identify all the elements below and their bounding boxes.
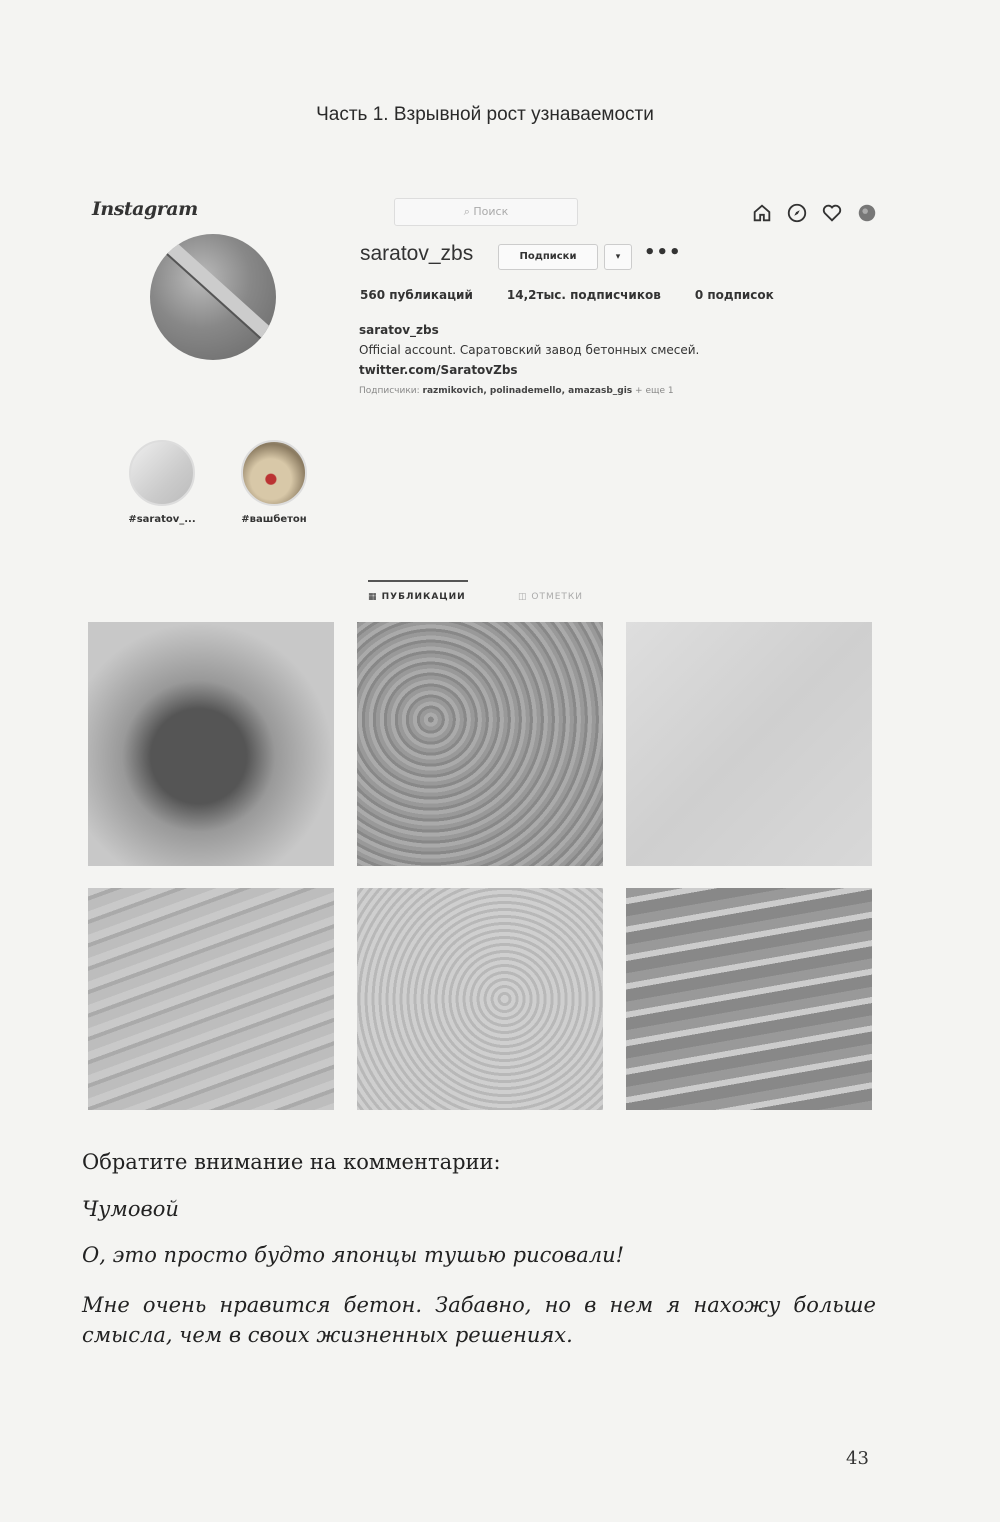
story-highlight[interactable] xyxy=(214,440,334,525)
instagram-logo[interactable]: Instagram xyxy=(92,198,198,220)
followed-by-names[interactable]: razmikovich, polinademello, amazasb_gis xyxy=(422,386,633,396)
profile-avatar-large[interactable] xyxy=(150,234,276,360)
top-nav-icons xyxy=(751,202,878,224)
tab-tagged[interactable]: ◫ ОТМЕТКИ xyxy=(518,592,584,602)
followed-by-prefix: Подписчики: xyxy=(359,386,420,396)
following-count[interactable]: 0 подписок xyxy=(694,288,774,302)
bio-link[interactable]: twitter.com/SaratovZbs xyxy=(359,363,518,377)
profile-bio xyxy=(359,320,699,380)
instagram-screenshot xyxy=(88,190,880,1115)
followed-by-more[interactable]: + еще 1 xyxy=(635,386,674,396)
profile-tabs xyxy=(368,580,608,610)
followed-by xyxy=(359,386,674,396)
post-thumbnail[interactable] xyxy=(626,622,872,866)
story-highlight[interactable] xyxy=(102,440,222,525)
comment-quote: Мне очень нравится бетон. Забавно, но в нем я нахожу больше смысла, чем в своих жизненных решениях. xyxy=(82,1293,876,1347)
profile-stats xyxy=(360,288,774,302)
followers-count[interactable]: 14,2тыс. подписчиков xyxy=(506,288,661,302)
bio-name: saratov_zbs xyxy=(359,323,439,337)
highlight-cover xyxy=(241,440,307,506)
home-icon[interactable] xyxy=(751,202,773,224)
highlight-caption: #вашбетон xyxy=(241,514,307,525)
comment-quote: Чумовой xyxy=(82,1197,179,1221)
running-title: Часть 1. Взрывной рост узнаваемости xyxy=(316,104,654,125)
bio-text: Official account. Саратовский завод бетонных смесей. xyxy=(359,343,700,357)
comments-intro: Обратите внимание на комментарии: xyxy=(82,1150,501,1174)
post-thumbnail[interactable] xyxy=(626,888,872,1110)
profile-username: saratov_zbs xyxy=(360,242,474,265)
running-header xyxy=(0,104,1000,126)
tab-posts[interactable]: ▦ ПУБЛИКАЦИИ xyxy=(368,592,466,602)
highlight-cover xyxy=(129,440,195,506)
comment-quote: О, это просто будто японцы тушью рисовали! xyxy=(82,1243,625,1267)
post-thumbnail[interactable] xyxy=(88,888,334,1110)
search-input[interactable]: ⌕ Поиск xyxy=(394,198,578,226)
posts-count: 560 публикаций xyxy=(360,288,473,302)
post-thumbnail[interactable] xyxy=(357,888,603,1110)
following-button[interactable]: Подписки xyxy=(498,244,598,270)
post-thumbnail[interactable] xyxy=(88,622,334,866)
post-thumbnail[interactable] xyxy=(357,622,603,866)
instagram-topbar xyxy=(88,190,880,236)
highlight-caption: #saratov_... xyxy=(128,514,196,525)
active-tab-indicator xyxy=(368,580,468,582)
page-number: 43 xyxy=(846,1448,869,1469)
suggestions-dropdown-button[interactable]: ▾ xyxy=(604,244,632,270)
heart-icon[interactable] xyxy=(821,202,843,224)
profile-avatar[interactable] xyxy=(856,202,878,224)
compass-icon[interactable] xyxy=(786,202,808,224)
more-options-icon[interactable]: ••• xyxy=(644,242,682,263)
